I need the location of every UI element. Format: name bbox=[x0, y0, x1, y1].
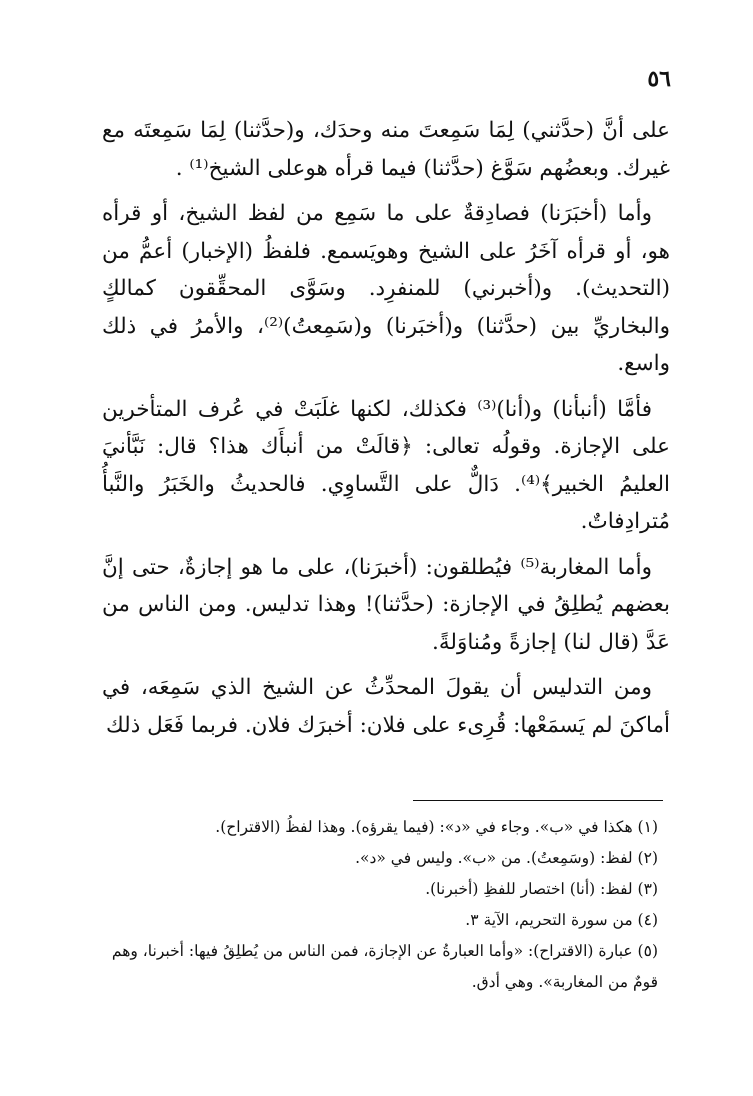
main-text bbox=[102, 112, 670, 752]
page-number: ٥٦ bbox=[647, 66, 671, 92]
footnote-1: (١) هكذا في «ب». وجاء في «د»: (فيما يقرؤه). وهذا لفظُ (الاقتراح). bbox=[215, 818, 658, 836]
paragraph-1-text: على أنَّ (حدَّثني) لِمَا سَمِعتَ منه وحدَك، و(حدَّثنا) لِمَا سَمِعتَه مع غيرك. وبعضُهم سَوَّغ (حدَّثنا) فيما قرأه هوعلى الشيخ⁽¹⁾ . bbox=[102, 118, 670, 181]
paragraph-2-text: وأما (أخبَرَنا) فصادِقةٌ على ما سَمِع من لفظ الشيخ، أو قرأه هو، أو قرأه آخَرُ على الشيخ وهويَسمع. فلفظُ (الإخبار) أعمُّ من (التحديث). و(أخبرني) للمنفرِد. وسَوَّى المحقِّقون كمالكٍ والبخاريِّ بين (حدَّثنا) و(أخبَرنا) و(سَمِعتُ)⁽²⁾، والأمرُ في ذلك واسع. bbox=[102, 201, 670, 376]
paragraph-4 bbox=[102, 549, 670, 662]
footnote-4: (٤) من سورة التحريم، الآية ٣. bbox=[465, 911, 658, 929]
paragraph-5 bbox=[102, 669, 670, 744]
footnote-2: (٢) لفظ: (وسَمِعتُ). من «ب». وليس في «د». bbox=[355, 849, 658, 867]
footnote-3: (٣) لفظ: (أنا) اختصار للفظِ (أخبرنا). bbox=[425, 880, 658, 898]
footnote-5: (٥) عبارة (الاقتراح): «وأما العبارةُ عن الإجازة، فمن الناس من يُطلِقُ فيها: أخبرنا، وهم قومٌ من المغاربة». وهي أدق. bbox=[111, 942, 658, 991]
footnotes bbox=[98, 812, 682, 998]
paragraph-3-text: فأمَّا (أنبأنا) و(أنا)⁽³⁾ فكذلك، لكنها غلَبَتْ في عُرف المتأخرين على الإجازة. وقولُه تعالى: ﴿قالَتْ من أنبأَك هذا؟ قال: نَبَّأنيَ العليمُ الخبير﴾⁽⁴⁾. دَالٌّ على التَّساوِي. فالحديثُ والخَبَرُ والنَّبأُ مُترادِفاتٌ. bbox=[102, 396, 671, 534]
footnote-divider bbox=[413, 800, 663, 801]
paragraph-3 bbox=[102, 391, 670, 541]
paragraph-2 bbox=[102, 195, 670, 383]
paragraph-4-text: وأما المغاربة⁽⁵⁾ فيُطلقون: (أخبرَنا)، على ما هو إجازةٌ، حتى إنَّ بعضهم يُطلِقُ في الإجازة: (حدَّثنا)! وهذا تدليس. ومن الناس من عَدَّ (قال لنا) إجازةً ومُناوَلةً. bbox=[102, 554, 670, 655]
paragraph-5-text: ومن التدليس أن يقولَ المحدِّثُ عن الشيخ الذي سَمِعَه، في أماكنَ لم يَسمَعْها: قُرِىء على فلان: أخبرَك فلان. فربما فَعَل ذلك bbox=[102, 675, 670, 738]
paragraph-1 bbox=[102, 112, 670, 187]
